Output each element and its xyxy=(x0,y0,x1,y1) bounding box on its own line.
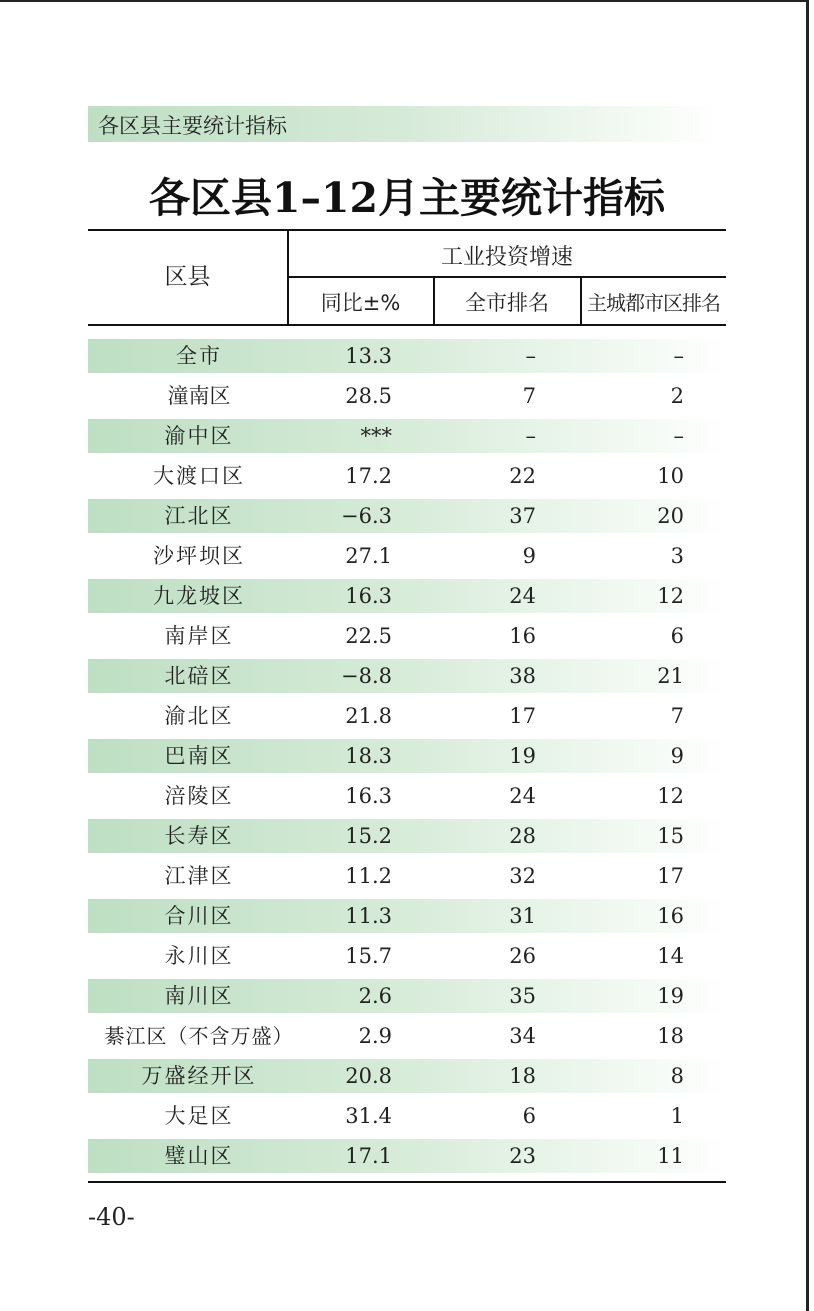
table-row xyxy=(88,499,726,533)
table-row xyxy=(88,1139,726,1173)
table-row xyxy=(88,1019,726,1053)
city-rank: 24 xyxy=(509,584,536,608)
yoy-value: 22.5 xyxy=(345,624,392,648)
district-name: 北碚区 xyxy=(164,664,234,688)
city-rank: 7 xyxy=(522,384,536,408)
district-name: 潼南区 xyxy=(167,384,231,408)
city-rank: 16 xyxy=(509,624,536,648)
city-rank: 22 xyxy=(509,464,536,488)
main-urban-rank: 12 xyxy=(657,584,684,608)
main-urban-rank: 9 xyxy=(670,744,684,768)
district-name: 沙坪坝区 xyxy=(153,544,245,568)
district-name: 万盛经开区 xyxy=(141,1064,257,1088)
table-row xyxy=(88,1059,726,1093)
table-row xyxy=(88,579,726,613)
main-urban-rank: 3 xyxy=(670,544,684,568)
yoy-value: 15.7 xyxy=(345,944,392,968)
yoy-value: 11.2 xyxy=(345,864,392,888)
table-row xyxy=(88,339,726,373)
district-name: 大足区 xyxy=(164,1104,234,1128)
main-urban-rank: 19 xyxy=(657,984,684,1008)
district-name: 綦江区（不含万盛） xyxy=(104,1024,294,1048)
column-header-district: 区县 xyxy=(164,264,211,290)
district-name: 渝中区 xyxy=(164,424,234,448)
table-row xyxy=(88,619,726,653)
city-rank: 31 xyxy=(509,904,536,928)
city-rank: 19 xyxy=(509,744,536,768)
table-row xyxy=(88,1099,726,1133)
main-urban-rank: 15 xyxy=(657,824,684,848)
header-bottom-rule xyxy=(88,324,726,326)
district-name: 九龙坡区 xyxy=(153,584,245,608)
yoy-value: *** xyxy=(360,424,392,448)
table-row xyxy=(88,659,726,693)
district-name: 巴南区 xyxy=(164,744,234,768)
city-rank: 32 xyxy=(509,864,536,888)
yoy-value: 11.3 xyxy=(345,904,392,928)
yoy-value: 15.2 xyxy=(345,824,392,848)
table-row xyxy=(88,939,726,973)
district-name: 长寿区 xyxy=(164,824,234,848)
yoy-value: 16.3 xyxy=(345,584,392,608)
district-name: 大渡口区 xyxy=(153,464,245,488)
district-name: 江津区 xyxy=(164,864,234,888)
main-urban-rank: 1 xyxy=(670,1104,684,1128)
district-name: 全市 xyxy=(176,344,222,368)
main-urban-rank: 17 xyxy=(657,864,684,888)
yoy-value: 17.2 xyxy=(345,464,392,488)
yoy-value: 27.1 xyxy=(345,544,392,568)
column-header-main-urban-rank: 主城都市区排名 xyxy=(587,291,720,315)
district-name: 永川区 xyxy=(164,944,234,968)
yoy-value: 28.5 xyxy=(345,384,392,408)
yoy-value: 20.8 xyxy=(345,1064,392,1088)
main-urban-rank: 14 xyxy=(657,944,684,968)
district-name: 渝北区 xyxy=(164,704,234,728)
column-header-yoy: 同比±% xyxy=(320,291,401,315)
section-label: 各区县主要统计指标 xyxy=(98,114,287,138)
city-rank: 34 xyxy=(509,1024,536,1048)
main-urban-rank: 16 xyxy=(657,904,684,928)
table-row xyxy=(88,979,726,1013)
district-name: 江北区 xyxy=(164,504,234,528)
table-row xyxy=(88,859,726,893)
main-urban-rank: 8 xyxy=(670,1064,684,1088)
main-urban-rank: 21 xyxy=(657,664,684,688)
yoy-value: −6.3 xyxy=(341,504,392,528)
district-name: 璧山区 xyxy=(164,1144,234,1168)
table-row xyxy=(88,459,726,493)
yoy-value: 17.1 xyxy=(345,1144,392,1168)
main-urban-rank: 2 xyxy=(670,384,684,408)
yoy-value: 2.6 xyxy=(358,984,392,1008)
city-rank: 23 xyxy=(509,1144,536,1168)
city-rank: 18 xyxy=(509,1064,536,1088)
column-header-city-rank: 全市排名 xyxy=(465,291,549,315)
table-row xyxy=(88,539,726,573)
city-rank: 38 xyxy=(509,664,536,688)
district-name: 涪陵区 xyxy=(164,784,234,808)
city-rank: 9 xyxy=(522,544,536,568)
table-row xyxy=(88,819,726,853)
table-row xyxy=(88,899,726,933)
main-urban-rank: 18 xyxy=(657,1024,684,1048)
city-rank: 24 xyxy=(509,784,536,808)
table-top-rule xyxy=(88,229,726,231)
city-rank: 6 xyxy=(522,1104,536,1128)
main-urban-rank: 6 xyxy=(670,624,684,648)
page-title: 各区县1–12月主要统计指标 xyxy=(148,174,666,222)
city-rank: 17 xyxy=(509,704,536,728)
table-row xyxy=(88,379,726,413)
table-row xyxy=(88,699,726,733)
group-header-rule xyxy=(288,276,726,278)
yoy-value: 16.3 xyxy=(345,784,392,808)
yoy-value: 2.9 xyxy=(358,1024,392,1048)
yoy-value: 18.3 xyxy=(345,744,392,768)
city-rank: – xyxy=(525,344,536,368)
district-name: 南岸区 xyxy=(164,624,234,648)
yoy-value: 13.3 xyxy=(345,344,392,368)
yoy-value: 21.8 xyxy=(345,704,392,728)
district-name: 南川区 xyxy=(164,984,234,1008)
main-urban-rank: 10 xyxy=(657,464,684,488)
city-rank: 37 xyxy=(509,504,536,528)
city-rank: 35 xyxy=(509,984,536,1008)
main-urban-rank: 11 xyxy=(657,1144,684,1168)
table-row xyxy=(88,419,726,453)
city-rank: 28 xyxy=(509,824,536,848)
city-rank: – xyxy=(525,424,536,448)
district-name: 合川区 xyxy=(164,904,234,928)
main-urban-rank: – xyxy=(673,424,684,448)
main-urban-rank: – xyxy=(673,344,684,368)
main-urban-rank: 12 xyxy=(657,784,684,808)
page-number: -40- xyxy=(88,1203,135,1231)
table-bottom-rule xyxy=(88,1181,726,1183)
yoy-value: 31.4 xyxy=(345,1104,392,1128)
table-row xyxy=(88,739,726,773)
yoy-value: −8.8 xyxy=(341,664,392,688)
table-row xyxy=(88,779,726,813)
main-urban-rank: 7 xyxy=(670,704,684,728)
main-urban-rank: 20 xyxy=(657,504,684,528)
group-header-industrial-investment: 工业投资增速 xyxy=(440,245,573,270)
city-rank: 26 xyxy=(509,944,536,968)
